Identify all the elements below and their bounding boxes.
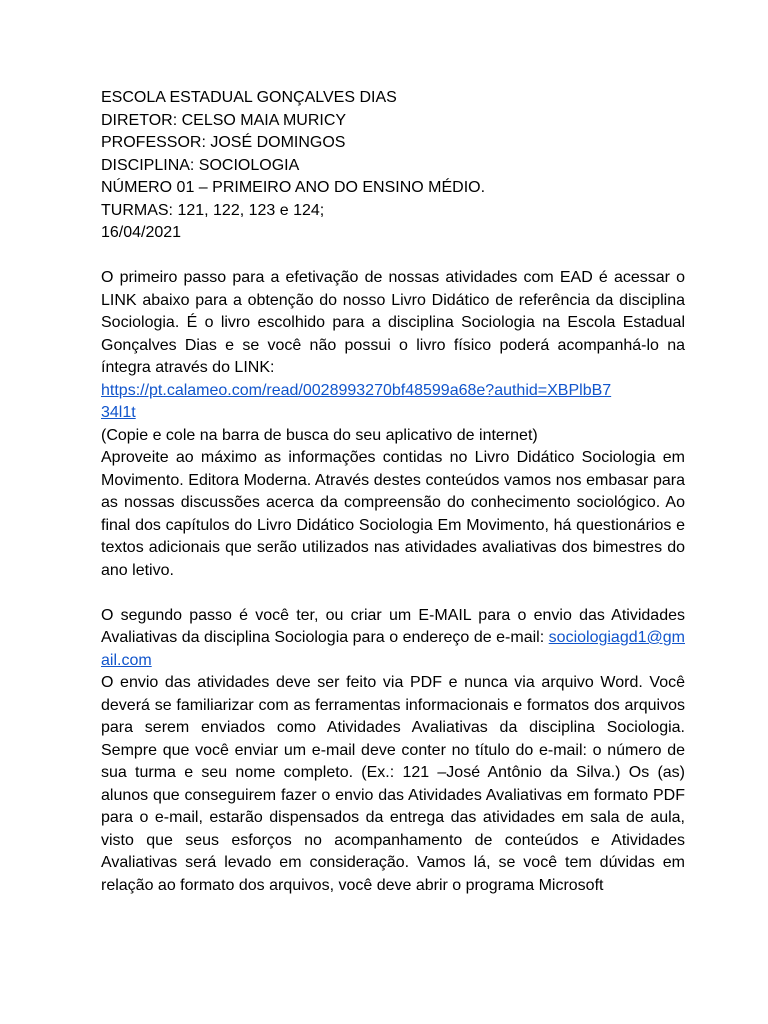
book-link-line1: https://pt.calameo.com/read/0028993270bf48599a68e?authid=XBPlbB7 [101,381,612,399]
discipline-line: DISCIPLINA: SOCIOLOGIA [101,156,300,174]
paragraph-text-continuation: Aproveite ao máximo as informações contidas no Livro Didático Sociologia em Movimento. Editora Moderna. Através destes conteúdos vamos nos embasar para as nossas discussões acerca da compreensão do conhecimento sociológico. Ao final dos capítulos do Livro Didático Sociologia Em Movimento, há questionários e textos adicionais que serão utilizados nas atividades avaliativas dos bimestres do ano letivo. [101,449,685,579]
spacer [101,245,685,268]
spacer [101,582,685,605]
school-name: ESCOLA ESTADUAL GONÇALVES DIAS [101,89,397,106]
date-line: 16/04/2021 [101,224,182,241]
classes-line: TURMAS: 121, 122, 123 e 124; [101,201,325,219]
professor-line: PROFESSOR: JOSÉ DOMINGOS [101,134,346,151]
paragraph-second-step [101,605,685,898]
paragraph-text-continuation: O envio das atividades deve ser feito via PDF e nunca via arquivo Word. Você deverá se familiarizar com as ferramentas informacionais e formatos dos arquivos para serem enviados como Atividades Avaliativas da disciplina Sociologia. Sempre que você enviar um e-mail deve conter no título do e-mail: o número de sua turma e seu nome completo. (Ex.: 121 –José Antônio da Silva.) Os (as) alunos que conseguirem fazer o envio das Atividades Avaliativas em formato PDF para o e-mail, estarão dispensados da entrega das atividades em sala de aula, visto que seus esforços no acompanhamento de conteúdos e Atividades Avaliativas será levado em consideração. Vamos lá, se você tem dúvidas em relação ao formato dos arquivos, você deve abrir o programa Microsoft [101,674,685,894]
paragraph-text [101,605,685,673]
book-link[interactable] [101,380,685,425]
paragraph-text: O primeiro passo para a efetivação de nossas atividades com EAD é acessar o LINK abaixo para a obtenção do nosso Livro Didático de referência da disciplina Sociologia. É o livro escolhido para a disciplina Sociologia na Escola Estadual Gonçalves Dias e se você não possui o livro físico poderá acompanhá-lo na íntegra através do LINK: [101,269,685,376]
director-line: DIRETOR: CELSO MAIA MURICY [101,111,347,129]
email-link[interactable]: sociologiagd1@gmail.com [101,629,685,669]
document-page [101,87,685,897]
book-link-line2: 34l1t [101,404,136,421]
email-intro-text: O segundo passo é você ter, ou criar um E-MAIL para o envio das Atividades Avaliativas da disciplina Sociologia para o endereço de e-mail: [101,606,685,646]
paragraph-first-step [101,267,685,582]
number-line: NÚMERO 01 – PRIMEIRO ANO DO ENSINO MÉDIO. [101,179,486,196]
header-block [101,87,685,245]
copy-paste-note: (Copie e cole na barra de busca do seu aplicativo de internet) [101,426,538,444]
